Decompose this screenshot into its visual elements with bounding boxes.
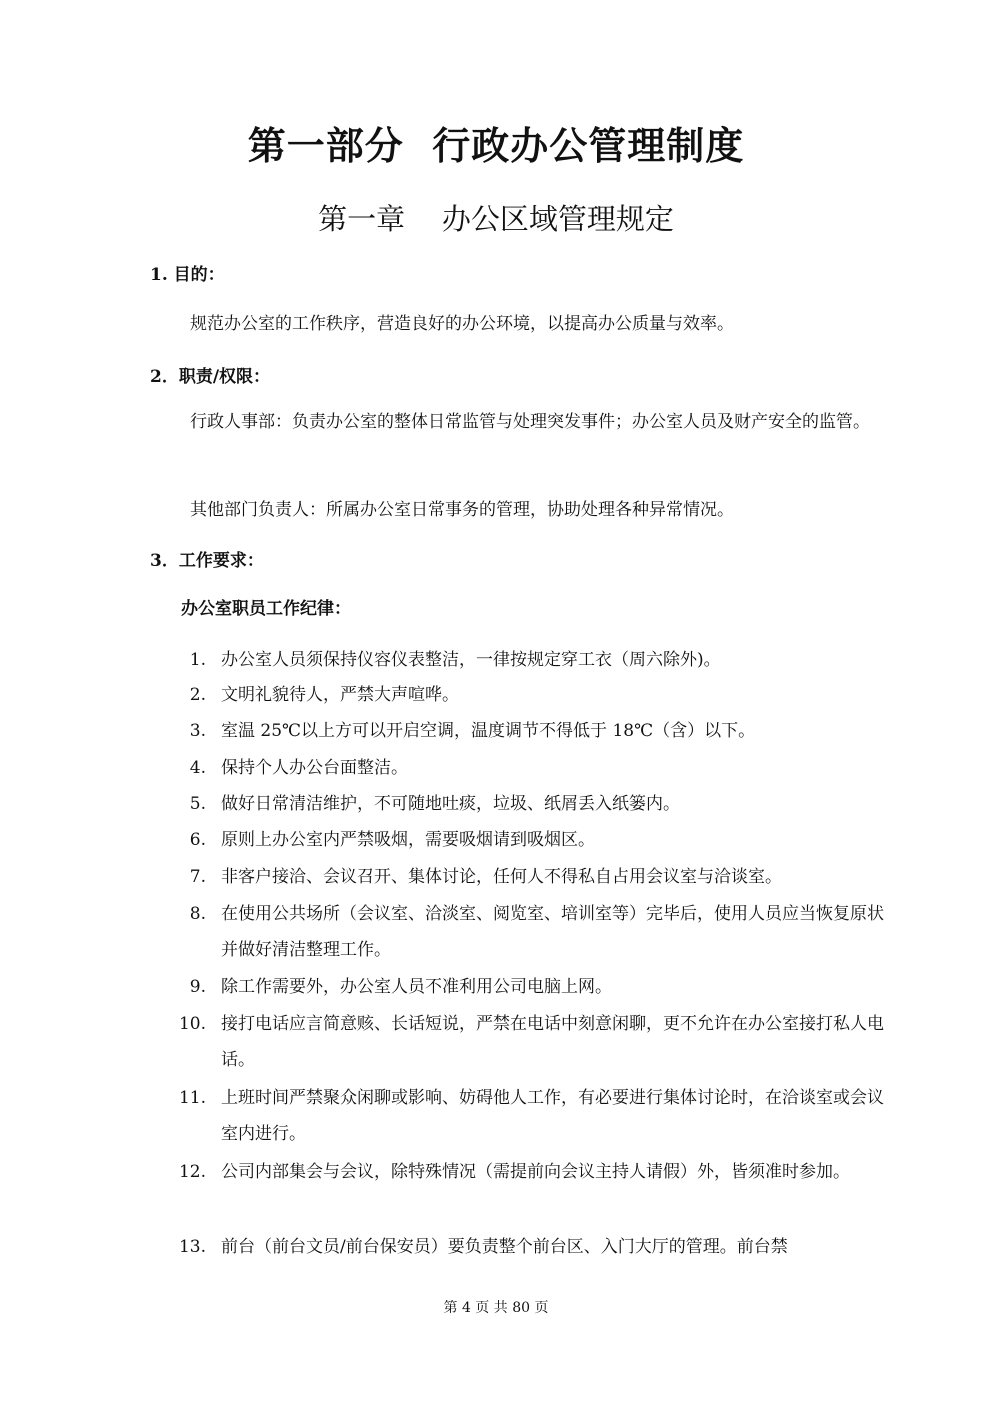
list-item: 7. 非客户接洽、会议召开、集体讨论，任何人不得私自占用会议室与洽谈室。 [189,867,782,887]
section-heading-purpose: 1. 目的： [150,265,225,285]
list-item: 1. 办公室人员须保持仪容仪表整洁，一律按规定穿工衣（周六除外)。 [189,650,721,670]
part-title: 第一部分 行政办公管理制度 [247,124,745,168]
responsibility-paragraph-managers: 其他部门负责人：所属办公室日常事务的管理，协助处理各种异常情况。 [190,500,734,520]
list-item: 11. 上班时间严禁聚众闲聊或影响、妨碍他人工作，有必要进行集体讨论时，在洽谈室或会议室内进行。 [178,1088,884,1144]
subheading-discipline: 办公室职员工作纪律： [181,599,351,619]
list-item: 6. 原则上办公室内严禁吸烟，需要吸烟请到吸烟区。 [189,830,595,850]
section-heading-requirements: 3．工作要求： [150,551,264,571]
purpose-paragraph: 规范办公室的工作秩序，营造良好的办公环境，以提高办公质量与效率。 [190,314,734,334]
list-item: 4. 保持个人办公台面整洁。 [189,758,408,778]
chapter-title: 第一章 办公区域管理规定 [318,202,674,236]
list-item: 9. 除工作需要外，办公室人员不准利用公司电脑上网。 [189,977,612,997]
list-item: 3. 室温 25℃以上方可以开启空调，温度调节不得低于 18℃（含）以下。 [189,721,756,741]
list-item: 2. 文明礼貌待人，严禁大声喧哗。 [189,685,459,705]
list-item: 13. 前台（前台文员/前台保安员）要负责整个前台区、入门大厅的管理。前台禁 [178,1237,788,1257]
list-item: 10. 接打电话应言简意赅、长话短说，严禁在电话中刻意闲聊，更不允许在办公室接打私人电话。 [178,1014,884,1070]
section-heading-responsibilities: 2．职责/权限： [150,367,271,387]
responsibility-paragraph-hr: 行政人事部：负责办公室的整体日常监管与处理突发事件；办公室人员及财产安全的监管。 [190,412,870,432]
list-item: 5. 做好日常清洁维护，不可随地吐痰，垃圾、纸屑丢入纸篓内。 [189,794,680,814]
page-number-footer: 第 4 页 共 80 页 [443,1300,549,1316]
list-item: 8. 在使用公共场所（会议室、洽淡室、阅览室、培训室等）完毕后，使用人员应当恢复原状并做好清洁整理工作。 [189,904,884,960]
list-item: 12. 公司内部集会与会议，除特殊情况（需提前向会议主持人请假）外，皆须准时参加。 [178,1162,850,1182]
